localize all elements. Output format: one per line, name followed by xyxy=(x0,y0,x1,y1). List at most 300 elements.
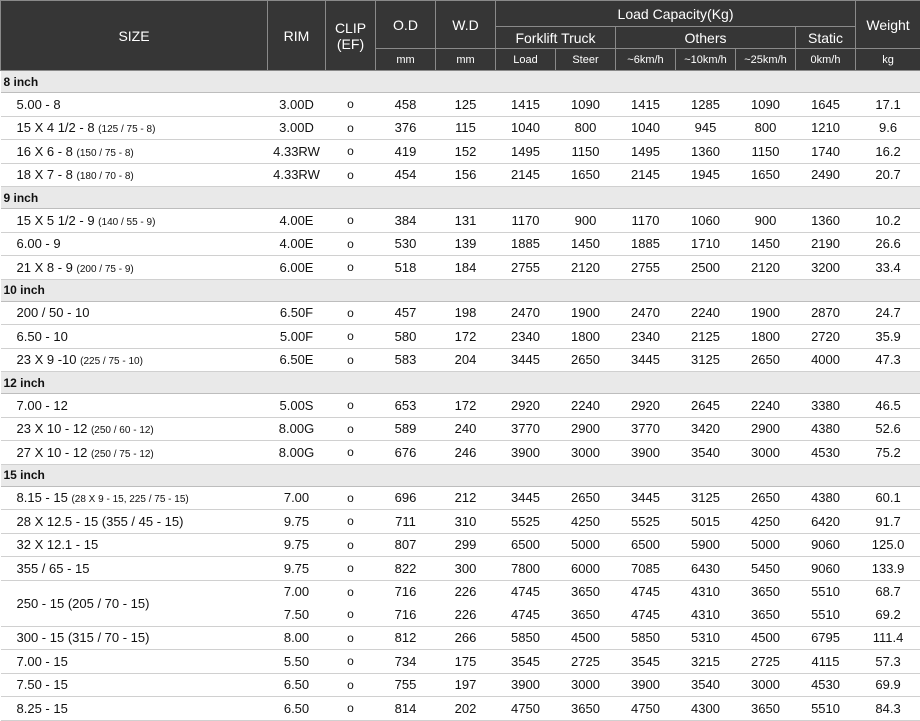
cell-load: 3445 xyxy=(496,348,556,372)
cell-od: 457 xyxy=(376,301,436,325)
cell-od: 716 xyxy=(376,580,436,603)
table-row xyxy=(1,626,920,650)
cell-load: 5850 xyxy=(496,626,556,650)
size-label: 7.00 - 15 xyxy=(17,654,68,669)
cell-6kmh: 4745 xyxy=(616,580,676,603)
cell-weight: 133.9 xyxy=(856,557,920,581)
cell-6kmh: 7085 xyxy=(616,557,676,581)
cell-steer: 1090 xyxy=(556,93,616,117)
cell-size xyxy=(1,557,268,581)
cell-6kmh: 3770 xyxy=(616,417,676,441)
header-weight: Weight xyxy=(856,1,920,49)
cell-size xyxy=(1,673,268,697)
cell-rim: 5.50 xyxy=(268,650,326,674)
header-forklift-truck: Forklift Truck xyxy=(496,27,616,49)
table-body xyxy=(1,71,920,721)
cell-wd: 310 xyxy=(436,510,496,534)
cell-clip: o xyxy=(326,533,376,557)
cell-6kmh: 3445 xyxy=(616,486,676,510)
header-load-capacity: Load Capacity(Kg) xyxy=(496,1,856,27)
cell-weight: 69.2 xyxy=(856,603,920,626)
cell-clip: o xyxy=(326,256,376,280)
cell-clip: o xyxy=(326,510,376,534)
cell-weight: 60.1 xyxy=(856,486,920,510)
cell-od: 822 xyxy=(376,557,436,581)
cell-od: 580 xyxy=(376,325,436,349)
group-row xyxy=(1,279,920,301)
cell-25kmh: 3650 xyxy=(736,603,796,626)
cell-rim: 7.00 xyxy=(268,580,326,603)
cell-steer: 1800 xyxy=(556,325,616,349)
cell-od: 376 xyxy=(376,116,436,140)
cell-static: 1360 xyxy=(796,209,856,233)
cell-steer: 1900 xyxy=(556,301,616,325)
cell-load: 2470 xyxy=(496,301,556,325)
size-alt-label: (125 / 75 - 8) xyxy=(98,124,155,135)
cell-wd: 197 xyxy=(436,673,496,697)
header-static: Static xyxy=(796,27,856,49)
header-rim: RIM xyxy=(268,1,326,71)
cell-steer: 4500 xyxy=(556,626,616,650)
cell-load: 3900 xyxy=(496,441,556,465)
cell-wd: 226 xyxy=(436,580,496,603)
cell-10kmh: 3215 xyxy=(676,650,736,674)
table-row xyxy=(1,533,920,557)
cell-clip: o xyxy=(326,580,376,603)
cell-static: 2490 xyxy=(796,163,856,187)
cell-10kmh: 4300 xyxy=(676,697,736,721)
cell-steer: 900 xyxy=(556,209,616,233)
cell-6kmh: 5525 xyxy=(616,510,676,534)
size-alt-label: (225 / 75 - 10) xyxy=(80,356,143,367)
cell-clip: o xyxy=(326,417,376,441)
cell-static: 3200 xyxy=(796,256,856,280)
cell-load: 5525 xyxy=(496,510,556,534)
cell-6kmh: 2920 xyxy=(616,394,676,418)
cell-rim: 9.75 xyxy=(268,510,326,534)
header-od: O.D xyxy=(376,1,436,49)
cell-10kmh: 1285 xyxy=(676,93,736,117)
cell-size xyxy=(1,650,268,674)
header-others: Others xyxy=(616,27,796,49)
cell-steer: 1450 xyxy=(556,232,616,256)
cell-wd: 299 xyxy=(436,533,496,557)
table-row xyxy=(1,140,920,164)
cell-od: 807 xyxy=(376,533,436,557)
cell-wd: 172 xyxy=(436,394,496,418)
cell-weight: 20.7 xyxy=(856,163,920,187)
size-alt-label: (250 / 75 - 12) xyxy=(91,449,154,460)
size-label: 7.50 - 15 xyxy=(17,677,68,692)
cell-static: 9060 xyxy=(796,557,856,581)
cell-weight: 68.7 xyxy=(856,580,920,603)
group-row xyxy=(1,372,920,394)
cell-rim: 5.00S xyxy=(268,394,326,418)
cell-od: 454 xyxy=(376,163,436,187)
header-wd: W.D xyxy=(436,1,496,49)
table-row xyxy=(1,301,920,325)
cell-clip: o xyxy=(326,163,376,187)
table-row xyxy=(1,394,920,418)
cell-10kmh: 3540 xyxy=(676,441,736,465)
cell-10kmh: 2125 xyxy=(676,325,736,349)
cell-size xyxy=(1,348,268,372)
cell-weight: 69.9 xyxy=(856,673,920,697)
cell-od: 812 xyxy=(376,626,436,650)
size-label: 300 - 15 (315 / 70 - 15) xyxy=(17,630,150,645)
cell-rim: 6.50 xyxy=(268,673,326,697)
cell-6kmh: 1495 xyxy=(616,140,676,164)
cell-6kmh: 3545 xyxy=(616,650,676,674)
cell-clip: o xyxy=(326,93,376,117)
table-row xyxy=(1,163,920,187)
size-label: 15 X 5 1/2 - 9 xyxy=(17,213,99,228)
cell-size xyxy=(1,116,268,140)
cell-static: 4000 xyxy=(796,348,856,372)
cell-weight: 17.1 xyxy=(856,93,920,117)
cell-load: 6500 xyxy=(496,533,556,557)
cell-load: 3770 xyxy=(496,417,556,441)
table-row xyxy=(1,116,920,140)
cell-wd: 266 xyxy=(436,626,496,650)
cell-clip: o xyxy=(326,140,376,164)
cell-steer: 2240 xyxy=(556,394,616,418)
cell-10kmh: 2645 xyxy=(676,394,736,418)
cell-static: 1740 xyxy=(796,140,856,164)
cell-weight: 24.7 xyxy=(856,301,920,325)
cell-steer: 3000 xyxy=(556,441,616,465)
cell-static: 3380 xyxy=(796,394,856,418)
cell-clip: o xyxy=(326,209,376,233)
cell-wd: 175 xyxy=(436,650,496,674)
cell-load: 2755 xyxy=(496,256,556,280)
cell-od: 696 xyxy=(376,486,436,510)
cell-od: 530 xyxy=(376,232,436,256)
table-row xyxy=(1,417,920,441)
cell-wd: 202 xyxy=(436,697,496,721)
cell-weight: 10.2 xyxy=(856,209,920,233)
size-label: 6.00 - 9 xyxy=(17,236,61,251)
header-25kmh: ~25km/h xyxy=(736,49,796,71)
cell-weight: 16.2 xyxy=(856,140,920,164)
cell-rim: 9.75 xyxy=(268,533,326,557)
cell-steer: 2120 xyxy=(556,256,616,280)
cell-wd: 204 xyxy=(436,348,496,372)
cell-static: 4380 xyxy=(796,417,856,441)
cell-clip: o xyxy=(326,603,376,626)
cell-rim: 7.50 xyxy=(268,603,326,626)
cell-rim: 8.00 xyxy=(268,626,326,650)
cell-25kmh: 4250 xyxy=(736,510,796,534)
cell-wd: 300 xyxy=(436,557,496,581)
cell-10kmh: 1945 xyxy=(676,163,736,187)
cell-static: 5510 xyxy=(796,580,856,603)
cell-od: 384 xyxy=(376,209,436,233)
group-row xyxy=(1,464,920,486)
cell-clip: o xyxy=(326,486,376,510)
size-alt-label: (28 X 9 - 15, 225 / 75 - 15) xyxy=(71,494,188,505)
cell-static: 6795 xyxy=(796,626,856,650)
table-row xyxy=(1,697,920,721)
cell-static: 1210 xyxy=(796,116,856,140)
cell-static: 4530 xyxy=(796,441,856,465)
cell-6kmh: 2340 xyxy=(616,325,676,349)
cell-od: 518 xyxy=(376,256,436,280)
cell-6kmh: 3900 xyxy=(616,441,676,465)
cell-steer: 2900 xyxy=(556,417,616,441)
cell-clip: o xyxy=(326,626,376,650)
cell-od: 734 xyxy=(376,650,436,674)
cell-load: 3545 xyxy=(496,650,556,674)
cell-rim: 4.00E xyxy=(268,232,326,256)
cell-wd: 152 xyxy=(436,140,496,164)
cell-size xyxy=(1,93,268,117)
cell-6kmh: 4745 xyxy=(616,603,676,626)
cell-10kmh: 5015 xyxy=(676,510,736,534)
cell-25kmh: 2240 xyxy=(736,394,796,418)
size-label: 8.25 - 15 xyxy=(17,701,68,716)
cell-6kmh: 1170 xyxy=(616,209,676,233)
cell-static: 5510 xyxy=(796,697,856,721)
cell-rim: 6.50E xyxy=(268,348,326,372)
cell-rim: 6.50 xyxy=(268,697,326,721)
cell-25kmh: 2650 xyxy=(736,486,796,510)
header-wd-unit: mm xyxy=(436,49,496,71)
cell-size xyxy=(1,325,268,349)
cell-6kmh: 2145 xyxy=(616,163,676,187)
header-0kmh: 0km/h xyxy=(796,49,856,71)
group-row xyxy=(1,71,920,93)
cell-od: 814 xyxy=(376,697,436,721)
group-title: 12 inch xyxy=(1,372,920,394)
cell-rim: 6.00E xyxy=(268,256,326,280)
cell-wd: 184 xyxy=(436,256,496,280)
table-row xyxy=(1,673,920,697)
size-label: 6.50 - 10 xyxy=(17,329,68,344)
cell-wd: 131 xyxy=(436,209,496,233)
cell-25kmh: 1090 xyxy=(736,93,796,117)
cell-weight: 111.4 xyxy=(856,626,920,650)
cell-size xyxy=(1,580,268,626)
cell-clip: o xyxy=(326,650,376,674)
cell-10kmh: 1360 xyxy=(676,140,736,164)
cell-weight: 57.3 xyxy=(856,650,920,674)
cell-10kmh: 3125 xyxy=(676,486,736,510)
cell-rim: 4.33RW xyxy=(268,140,326,164)
cell-25kmh: 5000 xyxy=(736,533,796,557)
size-label: 250 - 15 (205 / 70 - 15) xyxy=(17,596,150,611)
header-weight-unit: kg xyxy=(856,49,920,71)
cell-6kmh: 6500 xyxy=(616,533,676,557)
cell-rim: 4.00E xyxy=(268,209,326,233)
cell-steer: 800 xyxy=(556,116,616,140)
cell-25kmh: 2900 xyxy=(736,417,796,441)
cell-wd: 115 xyxy=(436,116,496,140)
cell-wd: 226 xyxy=(436,603,496,626)
size-label: 21 X 8 - 9 xyxy=(17,260,77,275)
cell-rim: 6.50F xyxy=(268,301,326,325)
cell-size xyxy=(1,301,268,325)
cell-25kmh: 1800 xyxy=(736,325,796,349)
cell-25kmh: 3650 xyxy=(736,697,796,721)
cell-25kmh: 900 xyxy=(736,209,796,233)
cell-load: 3900 xyxy=(496,673,556,697)
cell-od: 653 xyxy=(376,394,436,418)
cell-25kmh: 1150 xyxy=(736,140,796,164)
cell-size xyxy=(1,441,268,465)
header-size: SIZE xyxy=(1,1,268,71)
table-row xyxy=(1,232,920,256)
cell-rim: 8.00G xyxy=(268,417,326,441)
cell-25kmh: 3650 xyxy=(736,580,796,603)
cell-clip: o xyxy=(326,348,376,372)
cell-wd: 212 xyxy=(436,486,496,510)
cell-size xyxy=(1,697,268,721)
cell-25kmh: 1650 xyxy=(736,163,796,187)
cell-static: 5510 xyxy=(796,603,856,626)
size-label: 23 X 10 - 12 xyxy=(17,421,91,436)
table-row xyxy=(1,348,920,372)
table-row xyxy=(1,510,920,534)
cell-weight: 125.0 xyxy=(856,533,920,557)
cell-rim: 9.75 xyxy=(268,557,326,581)
table-row xyxy=(1,580,920,603)
cell-size xyxy=(1,140,268,164)
cell-size xyxy=(1,256,268,280)
size-alt-label: (150 / 75 - 8) xyxy=(76,148,133,159)
cell-6kmh: 3445 xyxy=(616,348,676,372)
cell-wd: 139 xyxy=(436,232,496,256)
table-row xyxy=(1,650,920,674)
group-title: 10 inch xyxy=(1,279,920,301)
cell-10kmh: 1060 xyxy=(676,209,736,233)
size-label: 200 / 50 - 10 xyxy=(17,305,90,320)
cell-clip: o xyxy=(326,673,376,697)
cell-load: 7800 xyxy=(496,557,556,581)
cell-od: 711 xyxy=(376,510,436,534)
cell-25kmh: 2120 xyxy=(736,256,796,280)
cell-25kmh: 800 xyxy=(736,116,796,140)
cell-static: 4115 xyxy=(796,650,856,674)
cell-static: 4530 xyxy=(796,673,856,697)
cell-size xyxy=(1,417,268,441)
cell-load: 2920 xyxy=(496,394,556,418)
cell-rim: 3.00D xyxy=(268,116,326,140)
cell-10kmh: 3125 xyxy=(676,348,736,372)
cell-weight: 9.6 xyxy=(856,116,920,140)
cell-wd: 240 xyxy=(436,417,496,441)
table-header xyxy=(1,1,920,71)
cell-wd: 246 xyxy=(436,441,496,465)
cell-steer: 6000 xyxy=(556,557,616,581)
table-row xyxy=(1,256,920,280)
cell-weight: 35.9 xyxy=(856,325,920,349)
cell-od: 589 xyxy=(376,417,436,441)
cell-steer: 4250 xyxy=(556,510,616,534)
cell-od: 716 xyxy=(376,603,436,626)
size-label: 8.15 - 15 xyxy=(17,490,72,505)
cell-weight: 52.6 xyxy=(856,417,920,441)
cell-clip: o xyxy=(326,557,376,581)
cell-weight: 26.6 xyxy=(856,232,920,256)
cell-6kmh: 1040 xyxy=(616,116,676,140)
cell-6kmh: 3900 xyxy=(616,673,676,697)
cell-weight: 75.2 xyxy=(856,441,920,465)
cell-clip: o xyxy=(326,301,376,325)
cell-wd: 172 xyxy=(436,325,496,349)
cell-6kmh: 4750 xyxy=(616,697,676,721)
cell-10kmh: 2500 xyxy=(676,256,736,280)
cell-weight: 47.3 xyxy=(856,348,920,372)
cell-wd: 125 xyxy=(436,93,496,117)
cell-static: 6420 xyxy=(796,510,856,534)
cell-steer: 2650 xyxy=(556,486,616,510)
cell-steer: 5000 xyxy=(556,533,616,557)
cell-10kmh: 1710 xyxy=(676,232,736,256)
cell-load: 4745 xyxy=(496,580,556,603)
cell-25kmh: 2650 xyxy=(736,348,796,372)
cell-10kmh: 945 xyxy=(676,116,736,140)
cell-load: 1415 xyxy=(496,93,556,117)
cell-6kmh: 2755 xyxy=(616,256,676,280)
cell-load: 4745 xyxy=(496,603,556,626)
cell-steer: 1150 xyxy=(556,140,616,164)
cell-25kmh: 2725 xyxy=(736,650,796,674)
cell-size xyxy=(1,232,268,256)
cell-10kmh: 4310 xyxy=(676,603,736,626)
cell-clip: o xyxy=(326,232,376,256)
size-label: 32 X 12.1 - 15 xyxy=(17,537,99,552)
cell-size xyxy=(1,510,268,534)
cell-load: 2145 xyxy=(496,163,556,187)
cell-10kmh: 3540 xyxy=(676,673,736,697)
size-label: 23 X 9 -10 xyxy=(17,352,81,367)
header-od-unit: mm xyxy=(376,49,436,71)
header-10kmh: ~10km/h xyxy=(676,49,736,71)
cell-25kmh: 1450 xyxy=(736,232,796,256)
cell-steer: 2725 xyxy=(556,650,616,674)
cell-size xyxy=(1,533,268,557)
group-title: 8 inch xyxy=(1,71,920,93)
cell-weight: 33.4 xyxy=(856,256,920,280)
size-alt-label: (180 / 70 - 8) xyxy=(76,171,133,182)
cell-steer: 3650 xyxy=(556,580,616,603)
size-label: 18 X 7 - 8 xyxy=(17,167,77,182)
cell-weight: 84.3 xyxy=(856,697,920,721)
cell-6kmh: 5850 xyxy=(616,626,676,650)
cell-6kmh: 1885 xyxy=(616,232,676,256)
cell-10kmh: 5310 xyxy=(676,626,736,650)
size-label: 28 X 12.5 - 15 (355 / 45 - 15) xyxy=(17,514,184,529)
size-label: 15 X 4 1/2 - 8 xyxy=(17,120,99,135)
cell-od: 419 xyxy=(376,140,436,164)
cell-rim: 5.00F xyxy=(268,325,326,349)
table-row xyxy=(1,441,920,465)
cell-25kmh: 3000 xyxy=(736,673,796,697)
cell-wd: 156 xyxy=(436,163,496,187)
table-row xyxy=(1,557,920,581)
cell-10kmh: 5900 xyxy=(676,533,736,557)
cell-od: 583 xyxy=(376,348,436,372)
header-clip: CLIP (EF) xyxy=(326,1,376,71)
cell-rim: 8.00G xyxy=(268,441,326,465)
cell-load: 3445 xyxy=(496,486,556,510)
cell-10kmh: 6430 xyxy=(676,557,736,581)
cell-od: 755 xyxy=(376,673,436,697)
cell-load: 1495 xyxy=(496,140,556,164)
table-row xyxy=(1,486,920,510)
cell-25kmh: 3000 xyxy=(736,441,796,465)
